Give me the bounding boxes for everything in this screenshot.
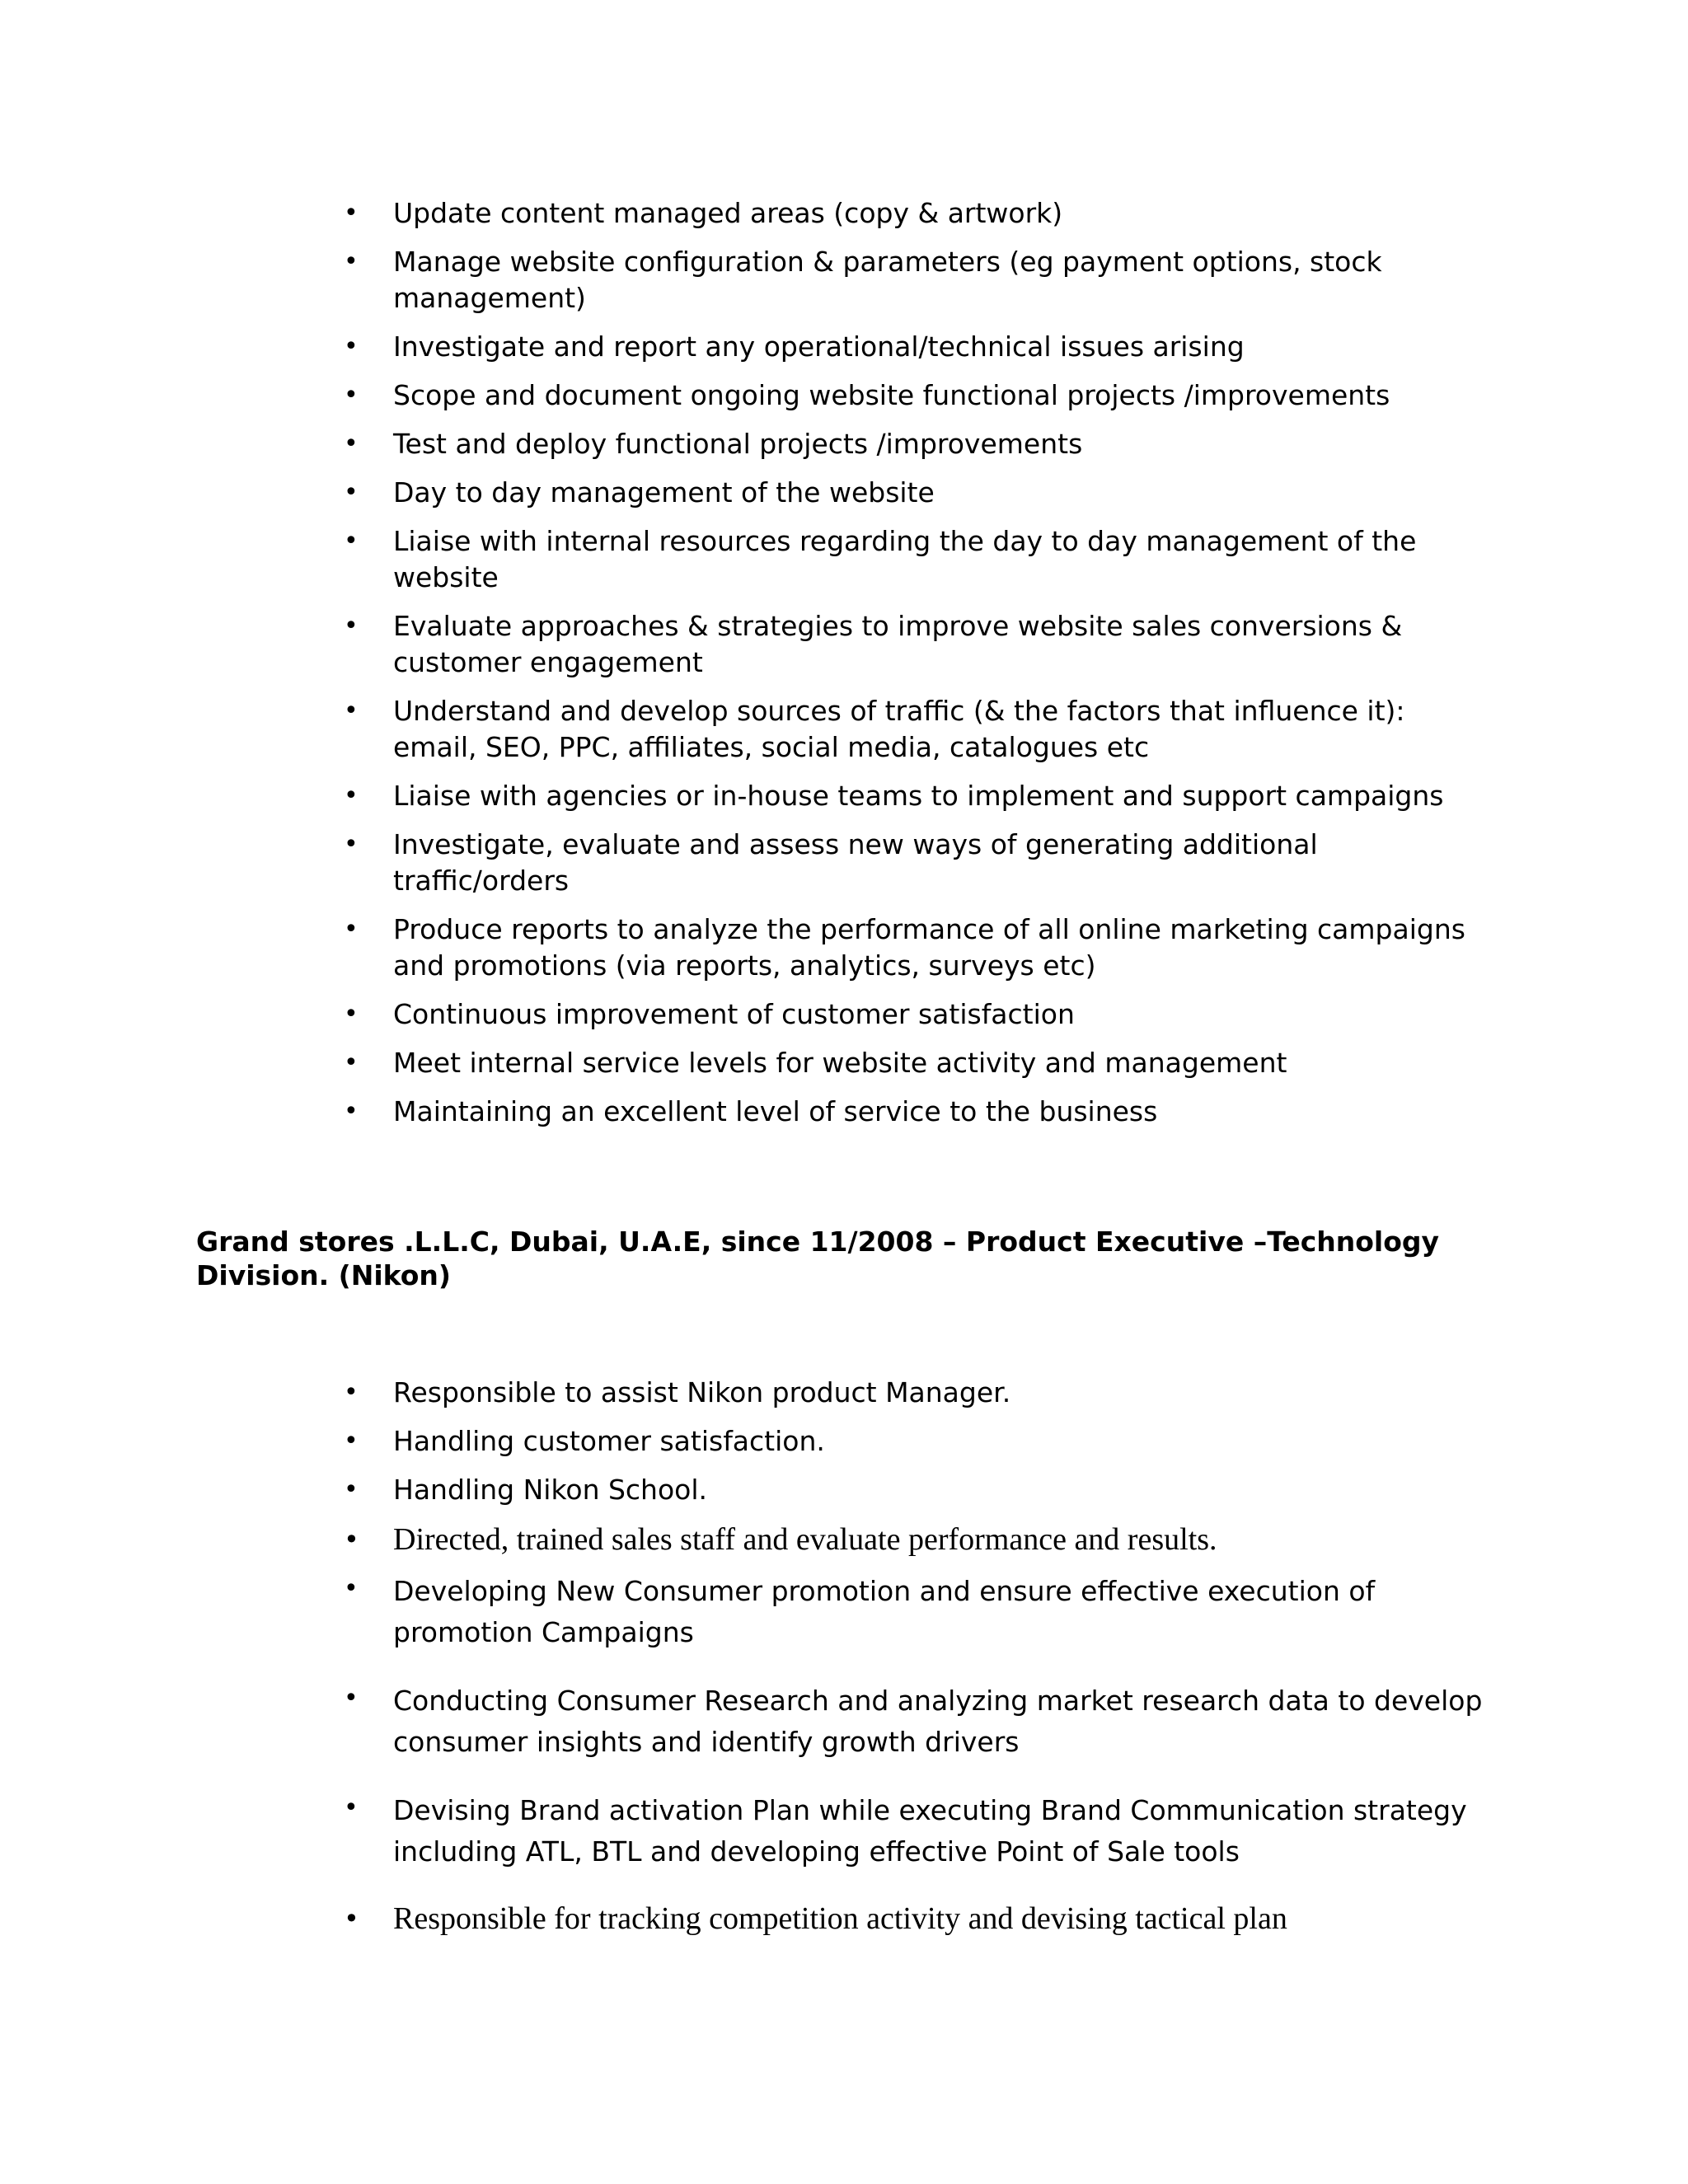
bullet-icon: • <box>344 1524 359 1555</box>
list-item: • Test and deploy functional projects /improvements <box>342 426 1496 462</box>
bullet-icon: • <box>344 1903 359 1934</box>
list-item: • Liaise with agencies or in-house teams to implement and support campaigns <box>342 778 1496 814</box>
bullet-icon: • <box>344 1378 359 1407</box>
job-heading: Grand stores .L.L.C, Dubai, U.A.E, since 11/2008 – Product Executive –Technology Division. (Nikon) <box>196 1226 1440 1291</box>
website-duties-list <box>342 195 1496 1142</box>
list-item: • Maintaining an excellent level of service to the business <box>342 1094 1496 1130</box>
bullet-icon: • <box>344 247 359 276</box>
list-item: • Manage website configuration & parameters (eg payment options, stock management) <box>344 246 1382 314</box>
bullet-icon: • <box>344 1574 359 1603</box>
list-item: • Meet internal service levels for website activity and management <box>342 1045 1496 1081</box>
list-item: • Handling customer satisfaction. <box>342 1423 1496 1460</box>
bullet-icon: • <box>344 781 359 810</box>
bullet-icon: • <box>344 527 359 555</box>
bullet-icon: • <box>344 612 359 640</box>
bullet-icon: • <box>344 1684 359 1713</box>
bullet-icon: • <box>344 478 359 507</box>
bullet-icon: • <box>344 381 359 410</box>
list-item: • Scope and document ongoing website functional projects /improvements <box>342 377 1496 414</box>
list-item: • Devising Brand activation Plan while executing Brand Communication strategy including ATL, BTL and developing effective Point of Sale tools <box>342 1790 1496 1872</box>
bullet-icon: • <box>344 696 359 725</box>
list-item: • Update content managed areas (copy & artwork) <box>342 195 1496 232</box>
list-item: • Evaluate approaches & strategies to improve website sales conversions & customer engagement <box>344 610 1403 678</box>
list-item: • Understand and develop sources of traffic (& the factors that influence it): email, SEO, PPC, affiliates, social media, catalogues etc <box>344 695 1405 763</box>
list-item: • Investigate, evaluate and assess new ways of generating additional traffic/orders <box>344 828 1318 897</box>
list-item: • Responsible for tracking competition activity and devising tactical plan <box>344 1901 1287 1936</box>
list-item: • Developing New Consumer promotion and ensure effective execution of promotion Campaigns <box>342 1571 1496 1653</box>
bullet-icon: • <box>344 1793 359 1822</box>
bullet-icon: • <box>344 199 359 227</box>
list-item: • Liaise with internal resources regarding the day to day management of the website <box>344 525 1417 593</box>
bullet-icon: • <box>344 1475 359 1504</box>
list-item: • Responsible to assist Nikon product Manager. <box>342 1375 1496 1411</box>
bullet-icon: • <box>344 1000 359 1029</box>
product-executive-duties-list <box>342 1375 1496 1950</box>
list-item: • Investigate and report any operational/technical issues arising <box>342 329 1496 365</box>
list-item: • Handling Nikon School. <box>342 1472 1496 1508</box>
list-item: • Conducting Consumer Research and analyzing market research data to develop consumer insights and identify growth drivers <box>342 1680 1496 1763</box>
bullet-icon: • <box>344 332 359 361</box>
bullet-icon: • <box>344 429 359 458</box>
list-item: • Directed, trained sales staff and evaluate performance and results. <box>344 1522 1217 1557</box>
bullet-icon: • <box>344 1048 359 1077</box>
list-item: • Produce reports to analyze the performance of all online marketing campaigns and promotions (via reports, analytics, surveys etc) <box>344 913 1465 982</box>
bullet-icon: • <box>344 915 359 944</box>
bullet-icon: • <box>344 1427 359 1455</box>
bullet-icon: • <box>344 1097 359 1126</box>
list-item: • Day to day management of the website <box>342 475 1496 511</box>
bullet-icon: • <box>344 830 359 859</box>
list-item: • Continuous improvement of customer satisfaction <box>342 996 1496 1033</box>
